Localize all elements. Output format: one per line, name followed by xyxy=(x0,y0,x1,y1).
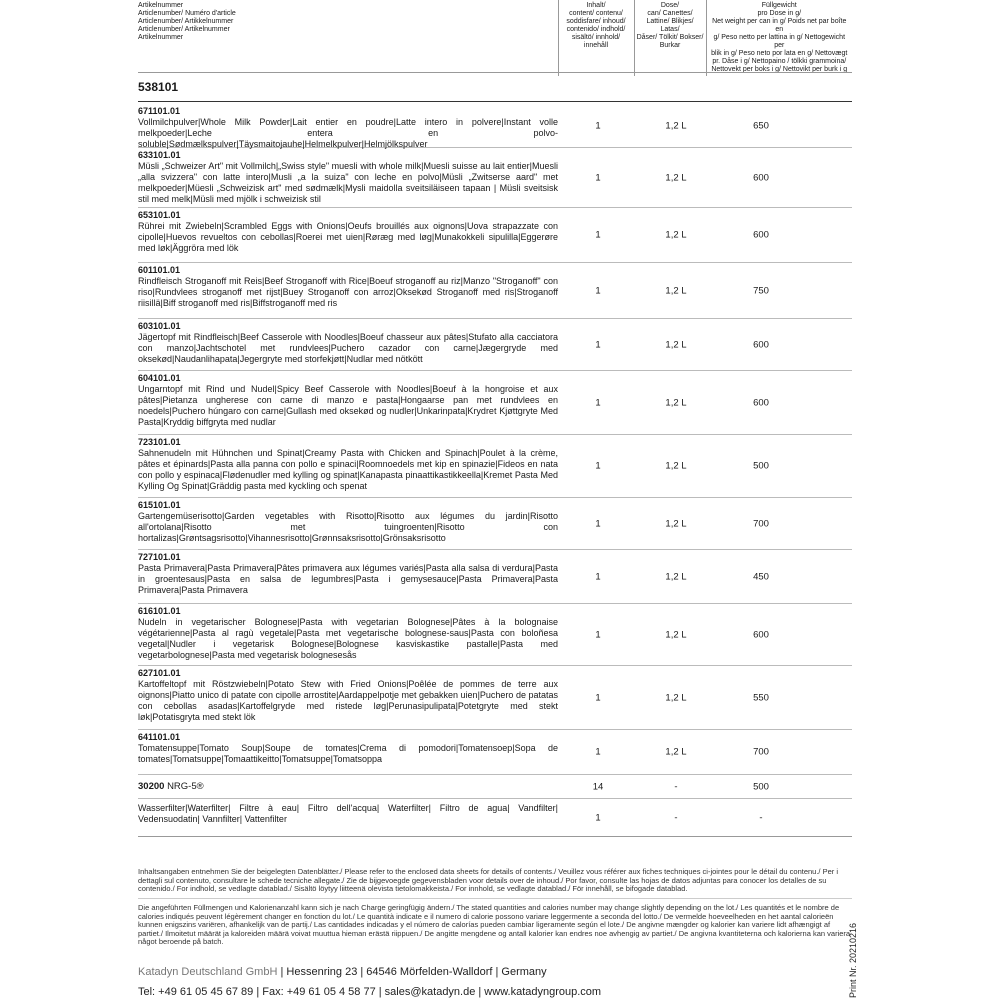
content-value: 1 xyxy=(595,746,601,758)
product-row xyxy=(138,319,852,371)
content-value: 1 xyxy=(595,629,601,640)
content-value: 14 xyxy=(592,781,604,792)
can-value: - xyxy=(674,812,678,823)
weight-value: 600 xyxy=(753,397,769,408)
weight-value: 700 xyxy=(753,518,769,529)
can-value: 1,2 L xyxy=(665,397,687,408)
product-list xyxy=(138,104,852,837)
product-number: 671101.01 xyxy=(138,106,181,116)
product-row xyxy=(138,435,852,498)
content-value: 1 xyxy=(595,285,601,296)
content-value: 1 xyxy=(595,812,601,823)
product-row xyxy=(138,208,852,263)
product-row xyxy=(138,666,852,730)
footnote-quantities: Die angeführten Füllmengen und Kalorienanzahl kann sich je nach Charge geringfügig ändern./ The stated quantities and calories number may change slightly depending on the lot./ Les quantités et le nombre de calories indiqués peuvent légèrement changer en fonction du lot./ Le quantità indicate e il numero di calorie possono variare leggermente a seconda del lotto./ De vermelde hoeveelheden en het aantal calorieën kunnen enigszins variëren, afhankelijk van de partij./ Las cantidades indicadas y el número de calorías pueden cambiar ligeramente según el lote./ De angivne mængder og kalorier kan variere lidt afhængigt af partiet./ Ilmoitetut määrät ja kaloreiden määrä voivat muuttua hieman erästä riippuen./ De angitte mengdene og antall kalorier kan endres noe avhengig av partiet./ De angivna kvantiteterna och kalorierna kan variera något beroende på batch. xyxy=(138,903,851,946)
header-article: Artikelnummer Articlenumber/ Numéro d'article Articlenumber/ Artikkelnummer Articlenumber/ Artikelnummer Artikelnummer xyxy=(138,2,236,41)
header-content: Inhalt/ content/ contenu/ soddisfare/ inhoud/ contenido/ indhold/ sisältö/ innhold/ innehåll xyxy=(558,0,634,76)
company-line xyxy=(138,966,547,978)
product-number: 604101.01 xyxy=(138,373,181,383)
footnote-contents: Inhaltsangaben entnehmen Sie der beigelegten Datenblätter./ Please refer to the enclosed data sheets for details of contents./ Veuillez vous référer aux fiches techniques ci-jointes pour le détail du contenu./ Per i dettagli sul contenuto, consultare le schede tecniche allegate./ Zie de bijgevoegde gegevensbladen voor details over de inhoud./ Por favor, consulte las hojas de datos adjuntas para conocer los detalles de su contenido./ For indhold, se vedlagte datablad./ Sisältö löytyy liitteenä olevista tietolomakkeista./ For innhold, se vedlagte datablad./ För innehåll, se bifogade datablad. xyxy=(138,867,839,893)
can-value: 1,2 L xyxy=(665,460,687,472)
content-value: 1 xyxy=(595,172,601,183)
weight-value: 500 xyxy=(753,781,769,792)
content-value: 1 xyxy=(595,460,601,472)
product-description: Pasta Primavera|Pasta Primavera|Pâtes primavera aux légumes variés|Pasta alla salsa di verdura|Pasta in groentesaus|Pasta en salsa de legumbres|Pasta i gemysesauce|Pasta Primavera|Pasta Primavera|Pasta Primavera xyxy=(138,563,558,595)
datasheet xyxy=(138,0,852,824)
can-value: 1,2 L xyxy=(665,692,687,703)
product-description: Ungarntopf mit Rind und Nudel|Spicy Beef Casserole with Noodles|Boeuf à la hongroise et aux pâtes|Pietanza ungherese con carne di manzo e pasta|Hongaarse pan met rundvlees en noedels|Puchero húngaro con carne|Gullash med oksekød og nudler|Unkarinpata|Krydret Kjøttgryte Med Pasta|Kryddig biffgryta med nudlar xyxy=(138,384,558,427)
can-value: 1,2 L xyxy=(665,229,687,241)
can-value: 1,2 L xyxy=(665,120,687,131)
product-number: 30200 xyxy=(138,781,165,792)
weight-value: 700 xyxy=(753,746,769,758)
product-description: Sahnenudeln mit Hühnchen und Spinat|Creamy Pasta with Chicken and Spinach|Poulet à la crème, pâtes et épinards|Pasta alla panna con pollo e spinaci|Roomnoedels met kip en spinazie|Fideos en nata con pollo y espinaca|Flødenudler med kylling og spinat|Kanapasta pinaattikastikkeella|Kremet Pasta Med Kylling Og Spinat|Gräddig pasta med kyckling och spenat xyxy=(138,448,558,491)
product-description: Müsli „Schweizer Art" mit Vollmilch|„Swiss style" muesli with whole milk|Muesli suisse au lait entier|Muesli „alla svizzera" con latte intero|Musli „a la suiza" con leche en polvo|Müsli „Zwitserse aard" met melkpoeder|Müesli „Schweizisk art" med sødmælk|Mysli maidolla sveitsiläiseen tapaan | Müsli sveitsisk stil med melk|Müsli med mjölk i schweizisk stil xyxy=(138,161,558,204)
product-description: Kartoffeltopf mit Röstzwiebeln|Potato Stew with Fried Onions|Poêlée de pommes de terre aux oignons|Piatto unico di patate con cipolle arrostite|Aardappelpotje met gebakken uien|Puchero de patatas con cebollas asadas|Kartoffelgryde med ristede løg|Perunasipulipata|Potetgryte med stekt løk|Potatisgryta med stekt lök xyxy=(138,679,558,722)
content-value: 1 xyxy=(595,229,601,241)
product-description: Rindfleisch Stroganoff mit Reis|Beef Stroganoff with Rice|Boeuf stroganoff au riz|Manzo "Stroganoff" con riso|Rundvlees stroganoff met rijst|Buey Stroganoff con arroz|Oksekød Stroganoff med ris|Stroganoff riisillä|Biff stroganoff med ris|Biffstroganoff med ris xyxy=(138,276,558,308)
product-number: 601101.01 xyxy=(138,265,181,275)
product-description: NRG-5® xyxy=(167,781,204,792)
product-description: Jägertopf mit Rindfleisch|Beef Casserole with Noodles|Boeuf chasseur aux pâtes|Stufato alla cacciatora con manzo|Jachtschotel met rundvlees|Puchero cazador con carne|Jægergryde med oksekød|Naudanlihapata|Jegergryte med storfekjøtt|Nudlar med nötkött xyxy=(138,332,558,364)
footnote-divider xyxy=(138,898,852,899)
weight-value: 600 xyxy=(753,229,769,241)
content-value: 1 xyxy=(595,339,601,350)
can-value: 1,2 L xyxy=(665,571,687,582)
content-value: 1 xyxy=(595,120,601,131)
main-divider xyxy=(138,101,852,102)
product-row-nrg xyxy=(138,775,852,799)
contact-line: Tel: +49 61 05 45 67 89 | Fax: +49 61 05 4 58 77 | sales@katadyn.de | www.katadyngroup.com xyxy=(138,986,602,998)
product-number: 616101.01 xyxy=(138,606,181,616)
product-description: Rührei mit Zwiebeln|Scrambled Eggs with Onions|Oeufs brouillés aux oignons|Uova strapazzate con cipolle|Huevos revueltos con cebollas|Roerei met uien|Røræg med løg|Munakokkeli sipulilla|Eggerøre med løk|Äggröra med lök xyxy=(138,221,558,253)
product-row xyxy=(138,104,852,148)
product-number: 615101.01 xyxy=(138,500,181,510)
company-address: | Hessenring 23 | 64546 Mörfelden-Walldorf | Germany xyxy=(277,966,547,978)
weight-value: 600 xyxy=(753,172,769,183)
product-description: Wasserfilter|Waterfilter| Filtre à eau| Filtro dell'acqua| Waterfilter| Filtro de agua| Vandfilter| Vedensuodatin| Vannfilter| Vattenfilter xyxy=(138,803,558,824)
product-row xyxy=(138,498,852,550)
weight-value: 650 xyxy=(753,120,769,131)
weight-value: 600 xyxy=(753,339,769,350)
can-value: 1,2 L xyxy=(665,746,687,758)
company-brand: Katadyn Deutschland GmbH xyxy=(138,966,278,978)
product-row xyxy=(138,550,852,604)
content-value: 1 xyxy=(595,397,601,408)
weight-value: - xyxy=(759,812,763,823)
product-description: Tomatensuppe|Tomato Soup|Soupe de tomates|Crema di pomodori|Tomatensoep|Sopa de tomates|Tomatsuppe|Tomaattikeitto|Tomatsuppe|Tomatsoppa xyxy=(138,743,558,764)
weight-value: 500 xyxy=(753,460,769,472)
product-number: 641101.01 xyxy=(138,732,181,742)
product-row-filter xyxy=(138,799,852,837)
weight-value: 600 xyxy=(753,629,769,640)
content-value: 1 xyxy=(595,518,601,529)
can-value: 1,2 L xyxy=(665,629,687,640)
product-row xyxy=(138,371,852,435)
product-row xyxy=(138,263,852,319)
weight-value: 450 xyxy=(753,571,769,582)
header-table xyxy=(138,0,852,76)
product-description: Vollmilchpulver|Whole Milk Powder|Lait entier en poudre|Latte intero in polvere|Instant volle melkpoeder|Leche entera en polvo-soluble|Sødmælkspulver|Täysmaitojauhe|Helmelkpulver|Helmjölkspulver xyxy=(138,117,558,149)
header-weight: Füllgewicht pro Dose in g/ Net weight per can in g/ Poids net par boîte en g/ Peso netto per lattina in g/ Nettogewicht per blik in g/ Peso neto por lata en g/ Nettovægt pr. Dåse i g/ Nettopaino / tölkki grammoina/ Nettovekt per boks i g/ Nettovikt per burk i g xyxy=(706,0,852,76)
can-value: 1,2 L xyxy=(665,285,687,296)
content-value: 1 xyxy=(595,571,601,582)
product-number: 633101.01 xyxy=(138,150,181,160)
product-number: 653101.01 xyxy=(138,210,181,220)
product-description: Nudeln in vegetarischer Bolognese|Pasta with vegetarian Bolognese|Pâtes à la bolognaise végétarienne|Pasta al ragù vegetale|Pasta met vegetarische bolognese-saus|Pasta con boloñesa vegetal|Nudler i vegetarisk Bolognese|Bolognese kasviskastike pastalle|Pasta med vegetarbolognese|Pasta med vegetarisk bolognesesås xyxy=(138,617,558,660)
product-number: 627101.01 xyxy=(138,668,181,678)
print-number: Print Nr. 20210216 xyxy=(848,922,858,998)
can-value: 1,2 L xyxy=(665,172,687,183)
can-value: 1,2 L xyxy=(665,339,687,350)
can-value: - xyxy=(674,781,678,792)
header-divider xyxy=(138,72,852,73)
product-description: Gartengemüserisotto|Garden vegetables with Risotto|Risotto aux légumes du jardin|Risotto all'ortolana|Risotto met tuingroenten|Risotto con hortalizas|Grøntsagsrisotto|Vihannesrisotto|Grønnsaksrisotto|Grönsaksrisotto xyxy=(138,511,558,543)
header-can: Dose/ can/ Canettes/ Lattine/ Blikjes/ Latas/ Dåser/ Tölkit/ Bokser/ Burkar xyxy=(634,0,706,76)
can-value: 1,2 L xyxy=(665,518,687,529)
product-row xyxy=(138,604,852,666)
product-row xyxy=(138,148,852,208)
product-number: 723101.01 xyxy=(138,437,181,447)
main-article-number: 538101 xyxy=(138,80,179,94)
weight-value: 550 xyxy=(753,692,769,703)
product-number: 603101.01 xyxy=(138,321,181,331)
content-value: 1 xyxy=(595,692,601,703)
product-row xyxy=(138,730,852,775)
product-number: 727101.01 xyxy=(138,552,181,562)
weight-value: 750 xyxy=(753,285,769,296)
